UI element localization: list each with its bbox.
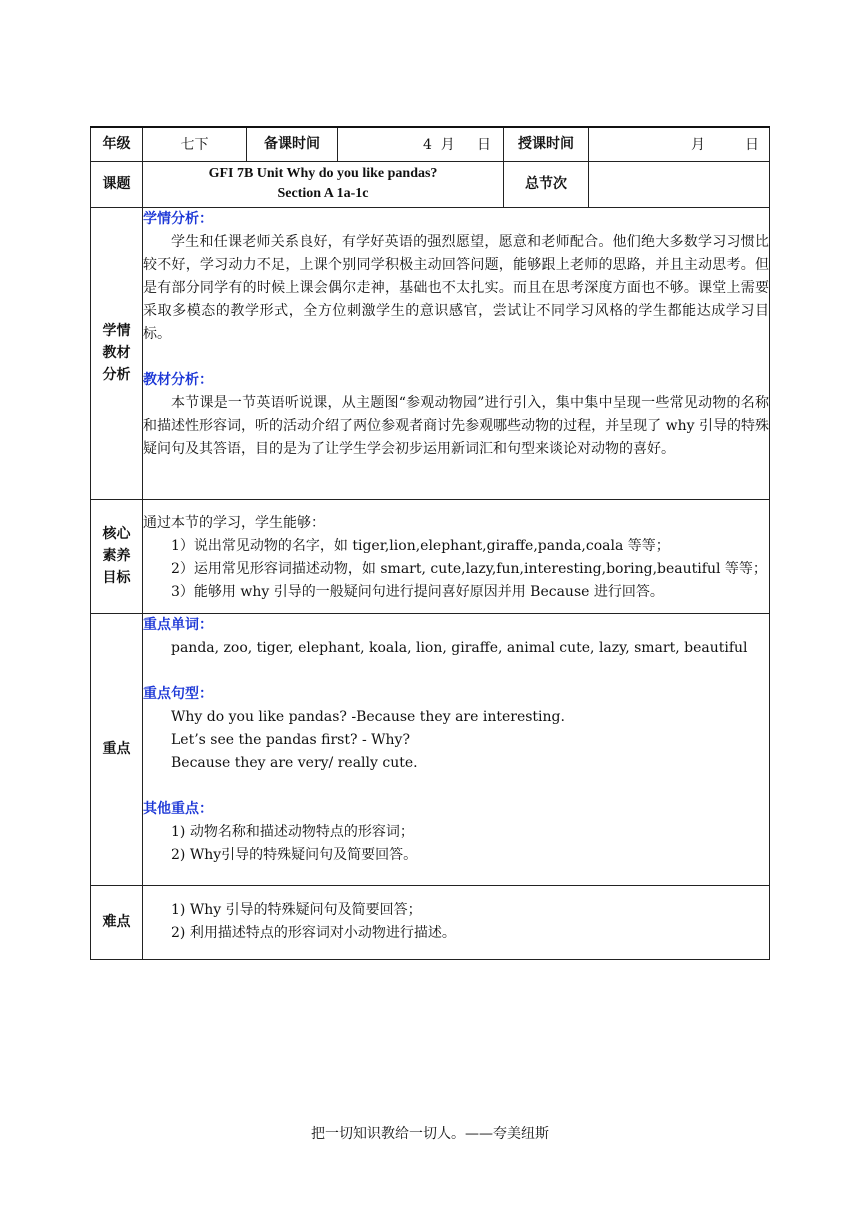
other-points-heading: 其他重点： [143, 800, 213, 817]
key-sentences-heading: 重点句型： [143, 685, 213, 702]
key-words-heading: 重点单词： [143, 616, 213, 633]
key-points-content [143, 613, 770, 885]
prep-time-label: 备课时间 [247, 127, 338, 161]
difficult-point: 2) 利用描述特点的形容词对小动物进行描述。 [171, 925, 456, 941]
total-sessions-value [589, 161, 770, 207]
grade-value: 七下 [143, 127, 247, 161]
key-sentence: Because they are very/ really cute. [171, 754, 418, 771]
other-point: 2) Why引导的特殊疑问句及简要回答。 [171, 846, 418, 863]
analysis-label: 学情 教材 分析 [91, 207, 143, 499]
header-row [91, 127, 770, 161]
teach-date: 月 日 [589, 127, 770, 161]
material-analysis-heading: 教材分析： [143, 371, 213, 388]
difficult-points-row [91, 885, 770, 959]
difficult-points-content [143, 885, 770, 959]
lesson-title-line1: GFI 7B Unit Why do you like pandas? [208, 166, 438, 181]
core-goals-label: 核心 素养 目标 [91, 499, 143, 613]
topic-label: 课题 [91, 161, 143, 207]
prep-date: 4 月 日 [338, 127, 504, 161]
material-analysis-text: 本节课是一节英语听说课，从主题图“参观动物园”进行引入，集中集中呈现一些常见动物的名称和描述性形容词，听的活动介绍了两位参观者商讨先参观哪些动物的过程，并呈现了 why 引导的特殊疑问句及其答语，目的是为了让学生学会初步运用新词汇和句型来谈论对动物的喜好。 [143, 394, 769, 457]
core-goals-row [91, 499, 770, 613]
analysis-row [91, 207, 770, 499]
grade-label: 年级 [91, 127, 143, 161]
difficult-points-label: 难点 [91, 885, 143, 959]
difficult-point: 1) Why 引导的特殊疑问句及简要回答； [171, 902, 422, 918]
student-analysis-text: 学生和任课老师关系良好，有学好英语的强烈愿望，愿意和老师配合。他们绝大多数学习习惯比较不好，学习动力不足，上课个别同学积极主动回答问题，能够跟上老师的思路，并且主动思考。但是有部分同学有的时候上课会偶尔走神，基础也不太扎实。而且在思考深度方面也不够。课堂上需要采取多模态的教学形式，全方位刺激学生的意识感官，尝试让不同学习风格的学生都能达成学习目标。 [143, 233, 769, 342]
lesson-plan-table [90, 126, 770, 960]
footer-quote: 把一切知识教给一切人。——夸美纽斯 [311, 1126, 549, 1142]
core-goals-intro: 通过本节的学习，学生能够： [143, 514, 325, 531]
lesson-title-line2: Section A 1a-1c [277, 186, 369, 201]
total-sessions-label: 总节次 [504, 161, 589, 207]
core-goal-item: 3）能够用 why 引导的一般疑问句进行提问喜好原因并用 Because 进行回答。 [171, 583, 664, 600]
lesson-title [143, 161, 504, 207]
key-words: panda, zoo, tiger, elephant, koala, lion, giraffe, animal cute, lazy, smart, beautiful [171, 639, 748, 656]
title-row [91, 161, 770, 207]
key-points-label: 重点 [91, 613, 143, 885]
student-analysis-heading: 学情分析： [143, 210, 213, 227]
core-goals-content [143, 499, 770, 613]
core-goal-item: 1）说出常见动物的名字，如 tiger,lion,elephant,giraffe,panda,coala 等等； [171, 537, 670, 554]
teach-time-label: 授课时间 [504, 127, 589, 161]
key-sentence: Let’s see the pandas first? - Why? [171, 731, 410, 748]
key-sentence: Why do you like pandas? -Because they are interesting. [171, 708, 565, 725]
analysis-content [143, 207, 770, 499]
core-goal-item: 2）运用常见形容词描述动物，如 smart, cute,lazy,fun,interesting,boring,beautiful 等等； [171, 560, 767, 577]
key-points-row [91, 613, 770, 885]
other-point: 1) 动物名称和描述动物特点的形容词； [171, 823, 414, 840]
